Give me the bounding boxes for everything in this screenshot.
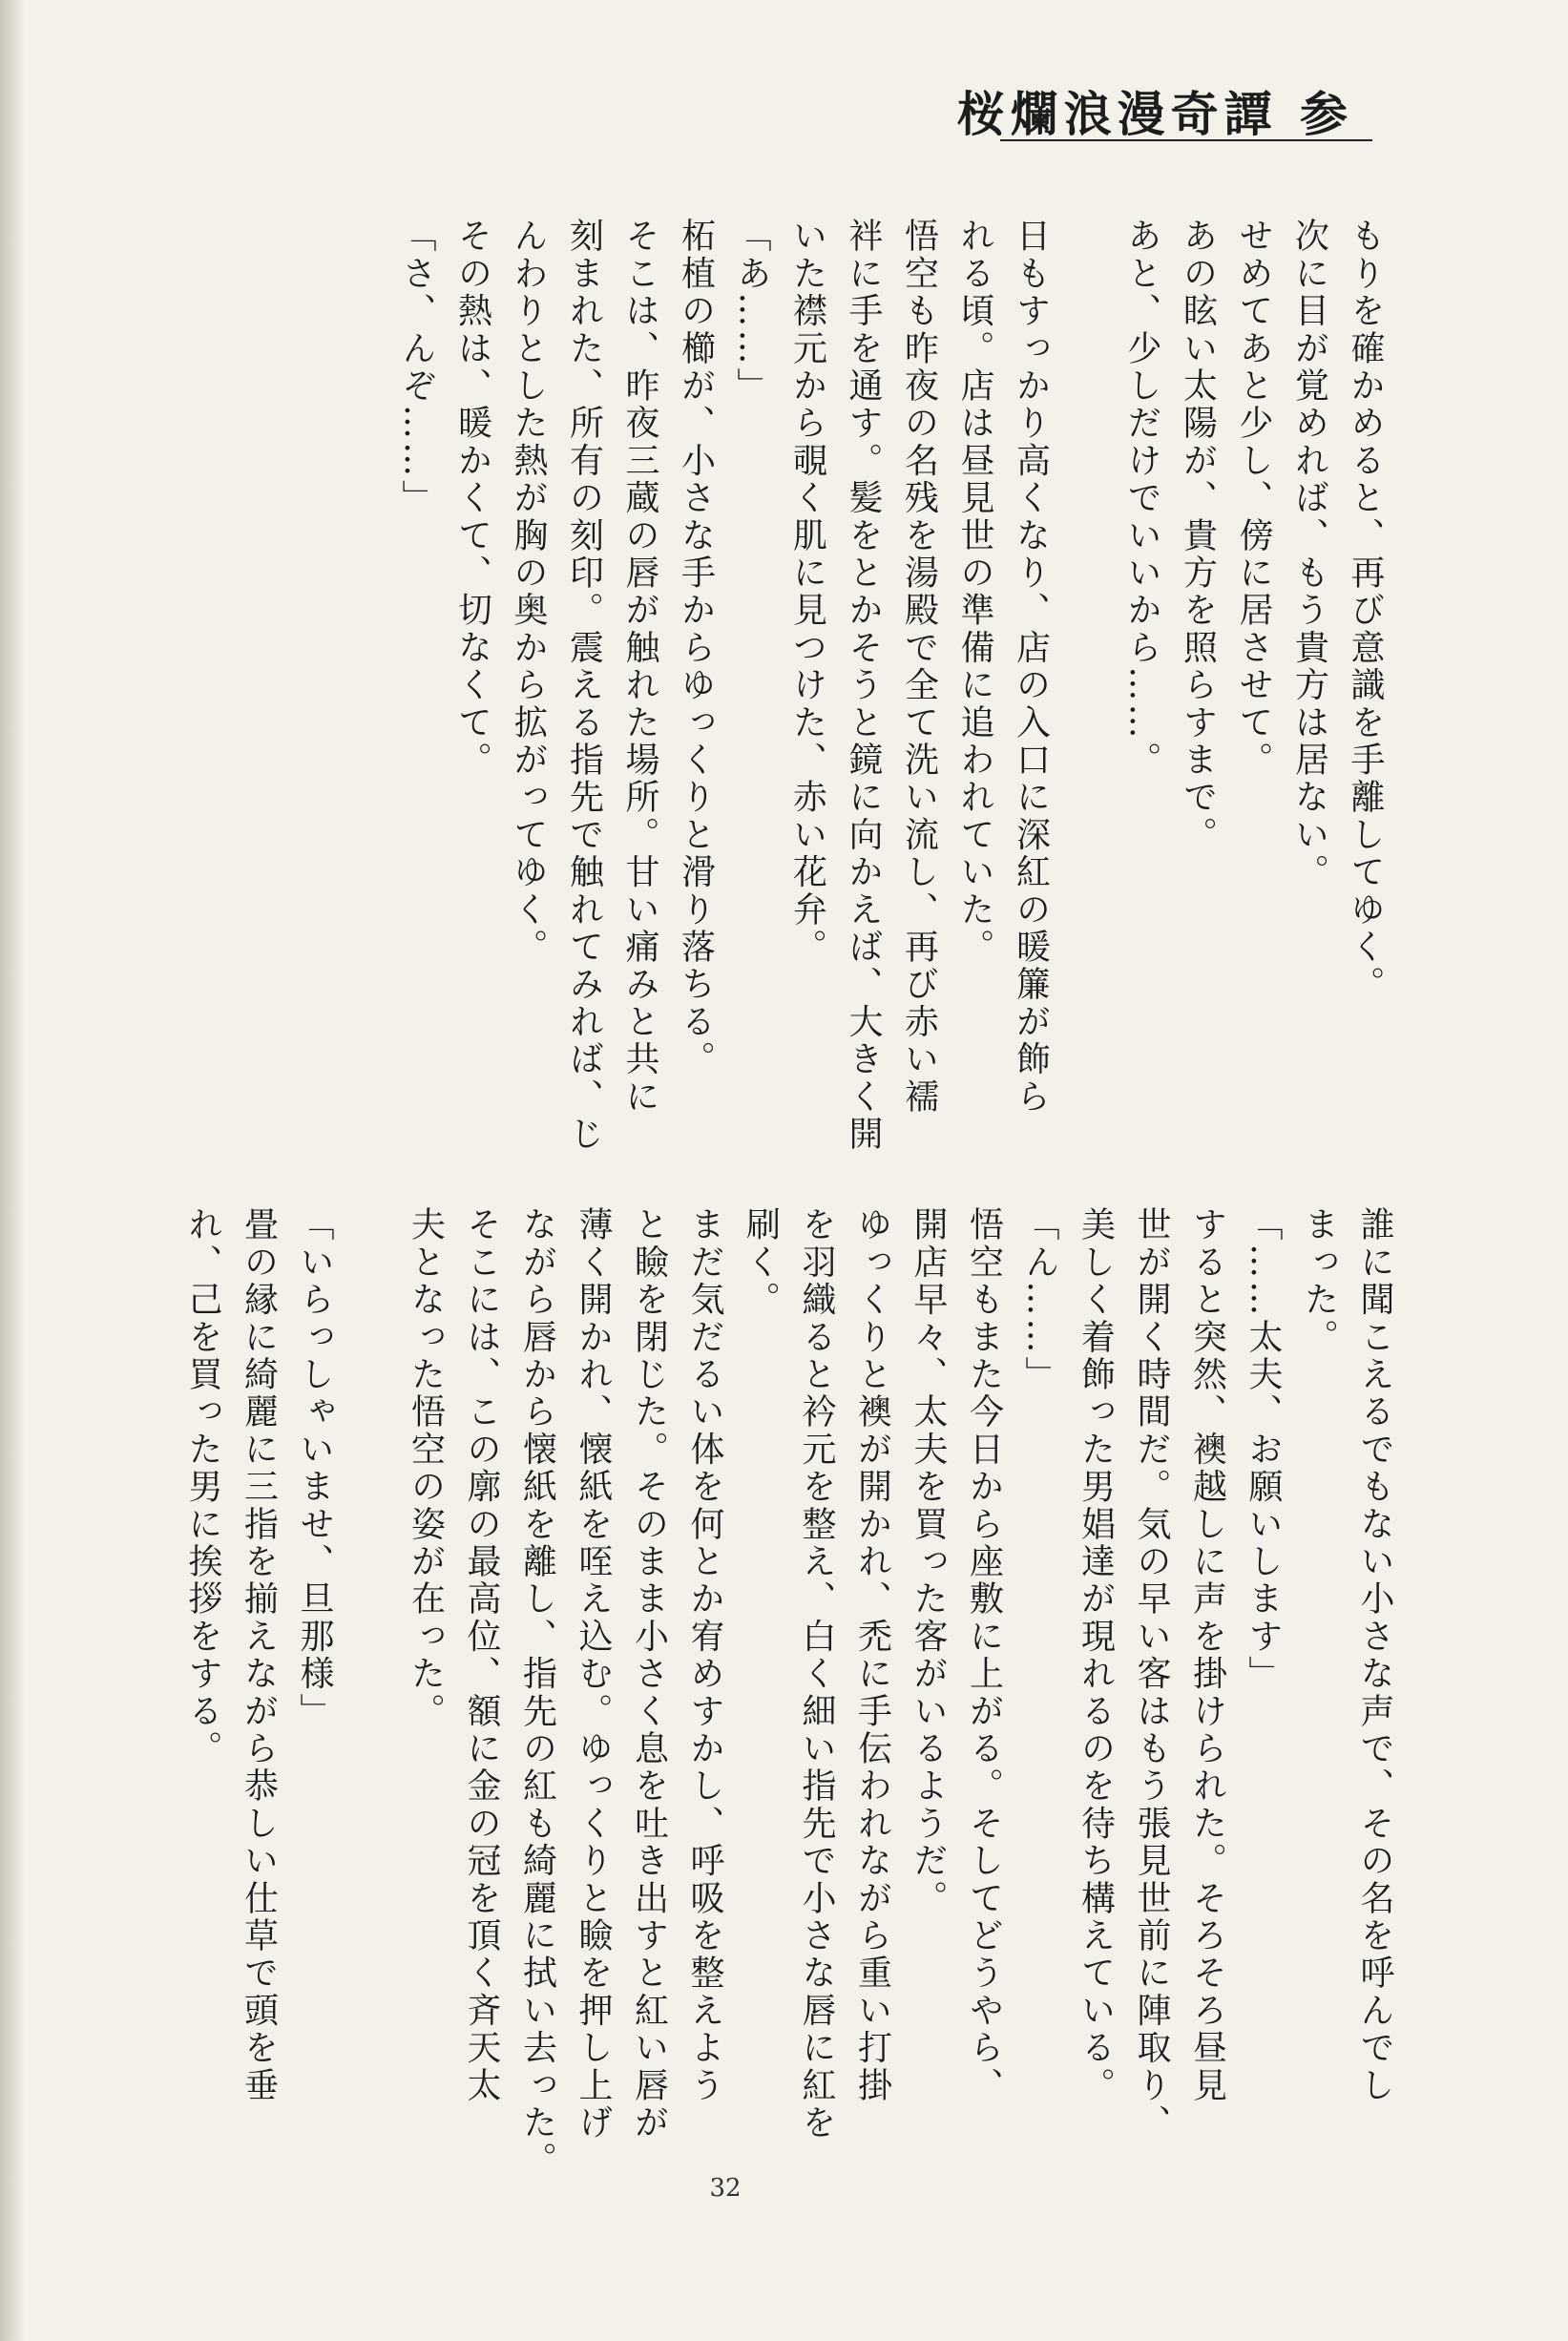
text-line: せめてあと少し、傍に居させて。 [1234, 218, 1273, 779]
text-line: 刻まれた、所有の刻印。震える指先で触れてみれば、じ [564, 218, 604, 1153]
paragraph-gap [342, 1206, 397, 2180]
text-line: 「さ、んぞ……」 [397, 218, 436, 517]
text-line: その熱は、暖かくて、切なくて。 [452, 218, 492, 779]
text-line: れる頃。店は昼見世の準備に追われていた。 [955, 218, 994, 966]
text-line: 刷く。 [741, 1206, 781, 1319]
text-line: 柘植の櫛が、小さな手からゆっくりと滑り落ちる。 [676, 218, 716, 1078]
running-header [956, 76, 1372, 143]
text-line: いた襟元から覗く肌に見つけた、赤い花弁。 [787, 218, 827, 966]
lower-text-block [66, 1206, 1402, 2180]
text-line: すると突然、襖越しに声を掛けられた。そろそろ昼見 [1187, 1206, 1227, 2104]
text-line: 畳の縁に綺麗に三指を揃えながら恭しい仕草で頭を垂 [239, 1206, 279, 2104]
text-line: 「あ……」 [732, 218, 771, 405]
text-line: 悟空も昨夜の名残を湯殿で全て洗い流し、再び赤い襦 [899, 218, 939, 1116]
text-line: そこは、昨夜三蔵の唇が触れた場所。甘い痛みと共に [620, 218, 659, 1116]
text-line: あの眩い太陽が、貴方を照らすまで。 [1178, 218, 1218, 854]
text-line: ゆっくりと襖が開かれ、禿に手伝われながら重い打掛 [852, 1206, 892, 2104]
page-binding-shadow [0, 0, 25, 2341]
text-line: 夫となった悟空の姿が在った。 [406, 1206, 446, 1730]
text-line: 薄く開かれ、懐紙を咥え込む。ゆっくりと瞼を押し上げ [574, 1206, 613, 2142]
text-line: ながら唇から懐紙を離し、指先の紅も綺麗に拭い去った。 [517, 1206, 557, 2180]
text-line: 「いらっしゃいませ、旦那様」 [295, 1206, 334, 1730]
text-line: あと、少しだけでいいから……。 [1122, 218, 1161, 779]
text-line: まった。 [1299, 1206, 1339, 1356]
text-line: を羽織ると衿元を整え、白く細い指先で小さな唇に紅を [797, 1206, 836, 2142]
text-line: 次に目が覚めれば、もう貴方は居ない。 [1289, 218, 1329, 891]
text-line: 誰に聞こえるでもない小さな声で、その名を呼んでし [1355, 1206, 1394, 2104]
text-line: れ、己を買った男に挨拶をする。 [183, 1206, 222, 1767]
text-line: 袢に手を通す。髪をとかそうと鏡に向かえば、大きく開 [844, 218, 883, 1153]
header-title: 桜爛浪漫奇譚 参 [956, 86, 1353, 142]
page-number: 32 [709, 2174, 742, 2203]
text-line: 世が開く時間だ。気の早い客はもう張見世前に陣取り、 [1132, 1206, 1171, 2142]
text-line: まだ気だるい体を何とか宥めすかし、呼吸を整えよう [685, 1206, 724, 2104]
text-line: もりを確かめると、再び意識を手離してゆく。 [1346, 218, 1385, 1004]
text-line: んわりとした熱が胸の奥から拡がってゆく。 [509, 218, 548, 966]
text-line: 「ん……」 [1020, 1206, 1059, 1393]
text-line: そこには、この廓の最高位、額に金の冠を頂く斉天太 [462, 1206, 501, 2104]
header-rule [1000, 139, 1372, 141]
text-line: 日もすっかり高くなり、店の入口に深紅の暖簾が飾ら [1011, 218, 1051, 1116]
text-line: と瞼を閉じた。そのまま小さく息を吐き出すと紅い唇が [629, 1206, 669, 2142]
paragraph-gap [1058, 218, 1114, 1172]
upper-text-block [56, 218, 1392, 1172]
text-line: 「……太夫、お願いします」 [1244, 1206, 1283, 1693]
text-line: 開店早々、太夫を買った客がいるようだ。 [909, 1206, 948, 1917]
text-line: 美しく着飾った男娼達が現れるのを待ち構えている。 [1076, 1206, 1116, 2104]
text-line: 悟空もまた今日から座敷に上がる。そしてどうやら、 [964, 1206, 1004, 2104]
